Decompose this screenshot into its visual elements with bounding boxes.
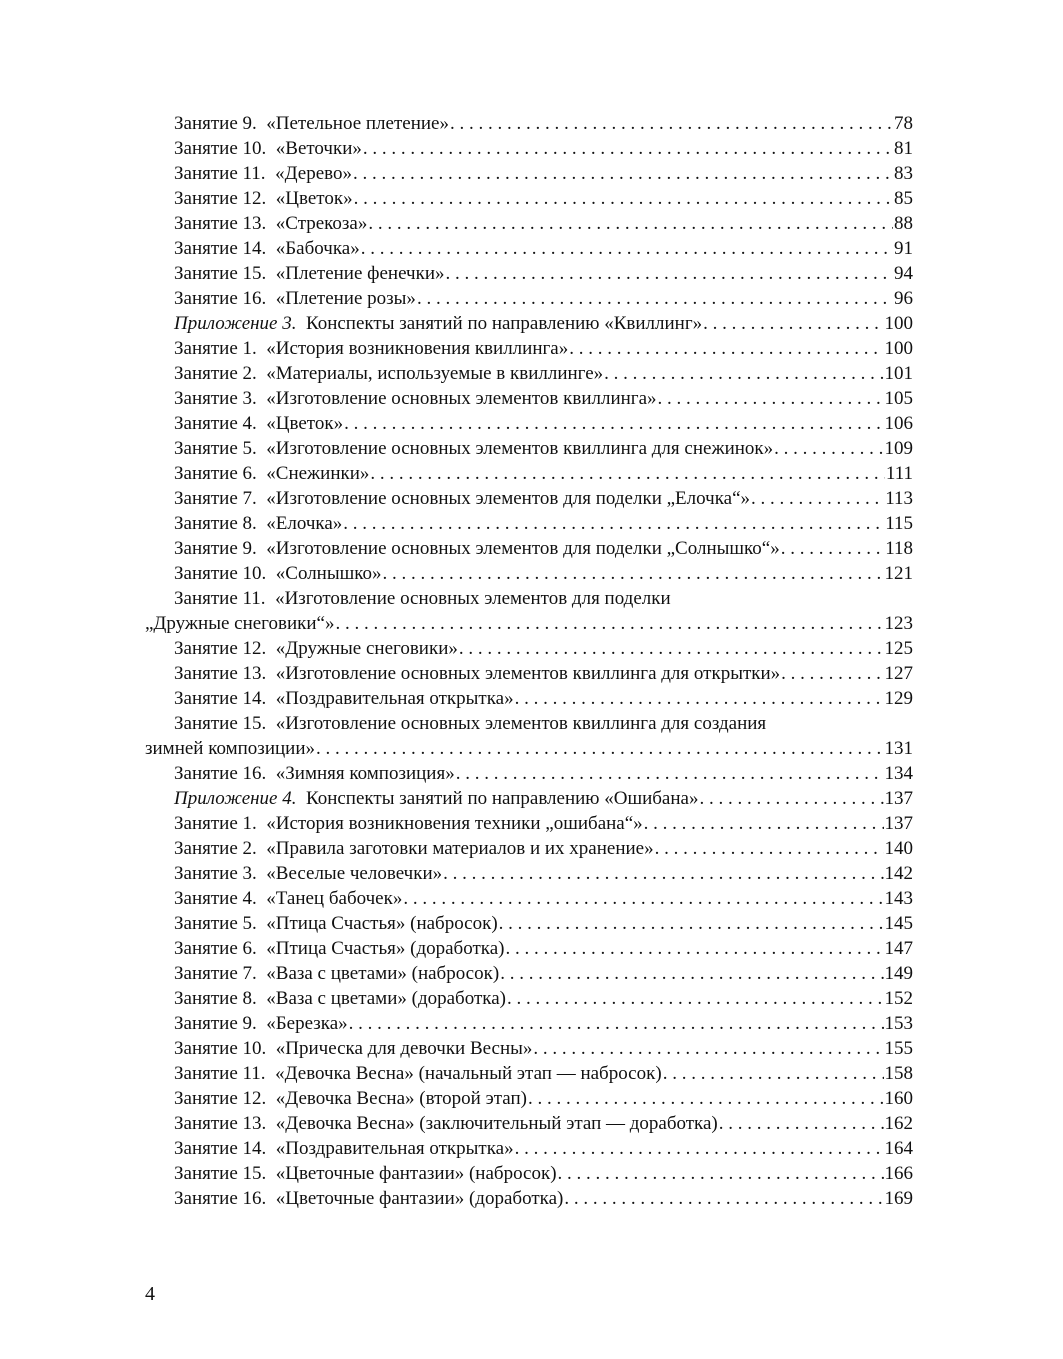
- toc-entry: [145, 588, 913, 638]
- toc-entry: [145, 438, 913, 463]
- toc-entry-title-text: «Ваза с цветами» (набросок): [266, 963, 500, 984]
- dot-leader: [781, 663, 883, 685]
- toc-entry-title: [174, 288, 416, 310]
- toc-entry: [145, 763, 913, 788]
- toc-entry-page: 88: [894, 213, 913, 234]
- toc-entry-page: 162: [884, 1113, 913, 1134]
- toc-entry-number: Занятие 9.: [174, 113, 257, 134]
- toc-entry: [145, 213, 913, 238]
- toc-entry-number: Занятие 13.: [174, 213, 267, 234]
- dot-leader: [505, 938, 883, 960]
- toc-entry-title: [174, 1188, 563, 1210]
- toc-entry-number: Занятие 13.: [174, 1113, 267, 1134]
- toc-entry-number: Занятие 4.: [174, 413, 257, 434]
- toc-entry-page: 160: [884, 1088, 913, 1109]
- toc-entry-number: Занятие 3.: [174, 388, 257, 409]
- toc-entry-number: Занятие 12.: [174, 188, 267, 209]
- toc-entry-page: 164: [884, 1138, 913, 1159]
- toc-entry: [145, 538, 913, 563]
- toc-entry-page: 101: [884, 363, 913, 384]
- toc-entry-page: 106: [884, 413, 913, 434]
- toc-entry-title: [174, 388, 657, 410]
- dot-leader: [335, 613, 883, 635]
- toc-entry: [145, 263, 913, 288]
- dot-leader: [515, 688, 884, 710]
- toc-entry-page: 81: [894, 138, 913, 159]
- toc-entry-number: Занятие 10.: [174, 138, 267, 159]
- toc-entry: [145, 963, 913, 988]
- dot-leader: [450, 113, 893, 135]
- toc-entry-title: [174, 1063, 662, 1085]
- toc-entry-title: [174, 363, 603, 385]
- dot-leader: [663, 1063, 884, 1085]
- toc-entry-title: [174, 1088, 527, 1110]
- toc-entry-title: [174, 913, 498, 935]
- toc-entry-page: 127: [884, 663, 913, 684]
- toc-entry-number: Занятие 3.: [174, 863, 257, 884]
- toc-entry-number: Занятие 5.: [174, 913, 257, 934]
- dot-leader: [443, 863, 883, 885]
- dot-leader: [403, 888, 883, 910]
- toc-entry-title-text: «Изготовление основных элементов для поделки: [275, 588, 671, 609]
- dot-leader: [533, 1038, 883, 1060]
- dot-leader: [363, 138, 893, 160]
- toc-entry-title-text: «Материалы, используемые в квиллинге»: [266, 363, 604, 384]
- dot-leader: [564, 1188, 883, 1210]
- page-number: 4: [145, 1283, 155, 1305]
- toc-entry-title: [174, 863, 442, 885]
- toc-entry-page: 113: [885, 488, 913, 509]
- toc-entry-title-text: «Изготовление основных элементов квиллинга для создания: [275, 713, 767, 734]
- toc-entry-title: [174, 663, 780, 685]
- toc-appendix-label: Приложение 3.: [174, 313, 297, 334]
- toc-entry-page: 137: [884, 788, 913, 809]
- toc-entry: [145, 638, 913, 663]
- dot-leader: [569, 338, 883, 360]
- toc-entry: [145, 838, 913, 863]
- toc-entry-number: Занятие 1.: [174, 813, 257, 834]
- toc-entry-page: 94: [894, 263, 913, 284]
- dot-leader: [703, 313, 883, 335]
- toc-entry: [145, 713, 913, 763]
- dot-leader: [368, 213, 893, 235]
- toc-entry-page: 142: [884, 863, 913, 884]
- toc-entry: [145, 563, 913, 588]
- toc-entry: [145, 988, 913, 1013]
- toc-entry-title-text: «Веточки»: [275, 138, 362, 159]
- toc-entry-title: [174, 338, 568, 360]
- toc-entry-title-text: «Птица Счастья» (набросок): [266, 913, 498, 934]
- toc-entry-title: [174, 413, 343, 435]
- toc-entry: [145, 488, 913, 513]
- toc-entry: [145, 513, 913, 538]
- toc-entry-title-text: «Девочка Весна» (начальный этап — набросок): [275, 1063, 662, 1084]
- toc-entry-title-text: «Веселые человечки»: [266, 863, 443, 884]
- toc-entry-title-text: «Дерево»: [275, 163, 352, 184]
- dot-leader: [558, 1163, 884, 1185]
- toc-entry-title-text: «Прическа для девочки Весны»: [275, 1038, 533, 1059]
- toc-entry-number: Занятие 11.: [174, 1063, 266, 1084]
- toc-entry-number: Занятие 7.: [174, 963, 257, 984]
- toc-entry-title-text: Конспекты занятий по направлению «Ошибана»: [305, 788, 699, 809]
- toc-entry-title: [174, 888, 402, 910]
- toc-entry: [145, 288, 913, 313]
- toc-entry-title: [174, 1163, 557, 1185]
- toc-entry-title: [174, 813, 643, 835]
- toc-entry-number: Занятие 16.: [174, 763, 267, 784]
- toc-entry-page: 105: [884, 388, 913, 409]
- toc-entry-title: [174, 563, 382, 585]
- toc-entry-page: 152: [884, 988, 913, 1009]
- toc-entry-title-text: «Ваза с цветами» (доработка): [266, 988, 506, 1009]
- toc-entry-number: Занятие 2.: [174, 838, 257, 859]
- toc-entry-title: [174, 438, 773, 460]
- toc-entry-title: [174, 688, 514, 710]
- toc-entry-title-text: «Изготовление основных элементов для поделки „Елочка“»: [266, 488, 751, 509]
- toc-entry-page: 149: [884, 963, 913, 984]
- toc-entry-title: [174, 1113, 718, 1135]
- dot-leader: [383, 563, 884, 585]
- toc-entry-page: 169: [884, 1188, 913, 1209]
- toc-entry-number: Занятие 15.: [174, 713, 267, 734]
- toc-entry-title: [174, 488, 750, 510]
- toc-entry-title-text: «Изготовление основных элементов квиллинга»: [266, 388, 657, 409]
- toc-entry-title-text: «Цветок»: [266, 413, 344, 434]
- toc-entry-page: 140: [884, 838, 913, 859]
- toc-entry: [145, 1163, 913, 1188]
- toc-entry: [145, 913, 913, 938]
- toc-entry-page: 131: [884, 738, 913, 759]
- toc-entry-title-text: «Петельное плетение»: [266, 113, 449, 134]
- toc-entry-title-text: «Цветок»: [275, 188, 353, 209]
- toc-entry-page: 111: [885, 463, 913, 484]
- dot-leader: [751, 488, 884, 510]
- toc-entry-page: 96: [894, 288, 913, 309]
- toc-entry-title-text: «История возникновения техники „ошибана“»: [266, 813, 643, 834]
- toc-entry-title-text: «Зимняя композиция»: [275, 763, 455, 784]
- toc-entry-title: [174, 1138, 514, 1160]
- toc-entry: [145, 138, 913, 163]
- toc-entry-title: [174, 938, 504, 960]
- toc-entry: [145, 863, 913, 888]
- toc-entry-title-text: «Танец бабочек»: [266, 888, 403, 909]
- toc-entry-number: Занятие 14.: [174, 1138, 267, 1159]
- dot-leader: [459, 638, 884, 660]
- toc-entry-number: Занятие 2.: [174, 363, 257, 384]
- toc-entry: [145, 1138, 913, 1163]
- toc-entry-title-text: «История возникновения квиллинга»: [266, 338, 569, 359]
- toc-entry-title-text: «Елочка»: [266, 513, 343, 534]
- toc-entry: [145, 938, 913, 963]
- toc-entry-title: [174, 963, 499, 985]
- dot-leader: [500, 963, 883, 985]
- toc-entry: [145, 1088, 913, 1113]
- toc-entry-title: [174, 763, 455, 785]
- toc-entry-page: 109: [884, 438, 913, 459]
- dot-leader: [361, 238, 893, 260]
- toc-entry-title: [174, 1038, 532, 1060]
- toc-entry-number: Занятие 8.: [174, 988, 257, 1009]
- toc-entry-number: Занятие 9.: [174, 1013, 257, 1034]
- toc-entry-number: Занятие 11.: [174, 588, 266, 609]
- toc-entry: [145, 1113, 913, 1138]
- toc-entry-page: 153: [884, 1013, 913, 1034]
- dot-leader: [370, 463, 885, 485]
- toc-entry-page: 166: [884, 1163, 913, 1184]
- toc-entry-page: 85: [894, 188, 913, 209]
- toc-entry-number: Занятие 10.: [174, 563, 267, 584]
- toc-entry-number: Занятие 15.: [174, 1163, 267, 1184]
- toc-entry-page: 118: [885, 538, 913, 559]
- toc-entry-title: [174, 513, 342, 535]
- toc-entry-title-text: «Девочка Весна» (второй этап): [275, 1088, 527, 1109]
- dot-leader: [349, 1013, 884, 1035]
- toc-entry-number: Занятие 16.: [174, 1188, 267, 1209]
- toc-entry-title-text: «Плетение розы»: [275, 288, 416, 309]
- toc-entry: [145, 338, 913, 363]
- toc-entry: [145, 363, 913, 388]
- toc-entry-title-text: «Изготовление основных элементов квиллинга для снежинок»: [266, 438, 774, 459]
- dot-leader: [456, 763, 884, 785]
- toc-entry-number: Занятие 1.: [174, 338, 257, 359]
- toc-entry-title: [174, 638, 458, 660]
- toc-entry-page: 83: [894, 163, 913, 184]
- toc-entry-title-text: «Правила заготовки материалов и их хранение»: [266, 838, 654, 859]
- dot-leader: [774, 438, 883, 460]
- toc-entry-title-text: «Плетение фенечки»: [275, 263, 445, 284]
- toc-entry-title: [174, 588, 671, 610]
- toc-entry-title: [174, 238, 360, 260]
- dot-leader: [781, 538, 884, 560]
- dot-leader: [644, 813, 884, 835]
- toc-entry: [145, 663, 913, 688]
- toc-entry-title: [174, 463, 369, 485]
- toc-entry: [145, 463, 913, 488]
- toc-entry-number: Занятие 14.: [174, 688, 267, 709]
- toc-entry-page: 145: [884, 913, 913, 934]
- toc-entry: [145, 413, 913, 438]
- toc-entry-title: [174, 988, 506, 1010]
- toc-entry-page: 147: [884, 938, 913, 959]
- dot-leader: [658, 388, 884, 410]
- toc-entry-number: Занятие 12.: [174, 1088, 267, 1109]
- table-of-contents: [145, 113, 913, 1213]
- toc-entry-title: [174, 113, 449, 135]
- toc-entry-number: Занятие 8.: [174, 513, 257, 534]
- toc-entry: [145, 888, 913, 913]
- toc-entry-title: [174, 538, 780, 560]
- toc-entry-number: Занятие 11.: [174, 163, 266, 184]
- toc-entry-title: [174, 263, 444, 285]
- dot-leader: [316, 738, 884, 760]
- toc-entry-title: [174, 713, 766, 735]
- toc-entry: [145, 388, 913, 413]
- toc-entry: [145, 813, 913, 838]
- toc-entry-number: Занятие 6.: [174, 463, 257, 484]
- toc-entry: [145, 188, 913, 213]
- toc-entry-title: [174, 138, 362, 160]
- dot-leader: [515, 1138, 884, 1160]
- toc-entry-page: 134: [884, 763, 913, 784]
- toc-entry-title-text: «Девочка Весна» (заключительный этап — доработка): [275, 1113, 718, 1134]
- toc-entry-title: [174, 313, 702, 335]
- dot-leader: [719, 1113, 884, 1135]
- toc-entry: [145, 1038, 913, 1063]
- dot-leader: [499, 913, 884, 935]
- toc-entry-number: Занятие 14.: [174, 238, 267, 259]
- toc-entry-page: 129: [884, 688, 913, 709]
- toc-entry-title: [174, 788, 698, 810]
- toc-entry-number: Занятие 6.: [174, 938, 257, 959]
- toc-entry-continuation: „Дружные снеговики“»: [145, 613, 335, 634]
- toc-entry-title-text: «Бабочка»: [275, 238, 360, 259]
- toc-entry-title: [174, 188, 353, 210]
- toc-entry-title-text: «Цветочные фантазии» (набросок): [275, 1163, 557, 1184]
- dot-leader: [528, 1088, 884, 1110]
- toc-entry: [145, 163, 913, 188]
- toc-entry-number: Занятие 10.: [174, 1038, 267, 1059]
- toc-entry-number: Занятие 12.: [174, 638, 267, 659]
- toc-entry-page: 123: [884, 613, 913, 634]
- toc-entry-number: Занятие 4.: [174, 888, 257, 909]
- toc-entry-title-text: «Дружные снеговики»: [275, 638, 458, 659]
- toc-entry-title-text: «Поздравительная открытка»: [275, 1138, 514, 1159]
- toc-entry-page: 155: [884, 1038, 913, 1059]
- toc-entry-title: [174, 1013, 348, 1035]
- toc-entry-page: 125: [884, 638, 913, 659]
- dot-leader: [354, 188, 893, 210]
- toc-entry-title-text: «Изготовление основных элементов квиллинга для открытки»: [275, 663, 781, 684]
- dot-leader: [353, 163, 893, 185]
- toc-entry: [145, 788, 913, 813]
- toc-entry-title-text: «Солнышко»: [275, 563, 382, 584]
- toc-entry-page: 91: [894, 238, 913, 259]
- dot-leader: [655, 838, 884, 860]
- toc-entry-number: Занятие 13.: [174, 663, 267, 684]
- toc-entry: [145, 113, 913, 138]
- toc-entry-number: Занятие 7.: [174, 488, 257, 509]
- dot-leader: [507, 988, 884, 1010]
- toc-entry: [145, 1013, 913, 1038]
- toc-entry-title-text: «Цветочные фантазии» (доработка): [275, 1188, 564, 1209]
- toc-entry: [145, 688, 913, 713]
- toc-entry: [145, 313, 913, 338]
- dot-leader: [344, 413, 883, 435]
- toc-entry-page: 137: [884, 813, 913, 834]
- toc-entry-title: [174, 213, 367, 235]
- toc-entry-page: 158: [884, 1063, 913, 1084]
- toc-entry-title-text: «Снежинки»: [266, 463, 370, 484]
- toc-entry-title-text: «Березка»: [266, 1013, 348, 1034]
- toc-entry-title-text: «Поздравительная открытка»: [275, 688, 514, 709]
- toc-appendix-label: Приложение 4.: [174, 788, 297, 809]
- toc-entry-title: [174, 838, 654, 860]
- toc-entry-page: 143: [884, 888, 913, 909]
- toc-entry-title-text: «Стрекоза»: [275, 213, 368, 234]
- toc-entry-title: [174, 163, 352, 185]
- toc-entry-number: Занятие 9.: [174, 538, 257, 559]
- toc-entry-title-text: Конспекты занятий по направлению «Квиллинг»: [305, 313, 703, 334]
- toc-entry: [145, 1063, 913, 1088]
- toc-entry-title-text: «Птица Счастья» (доработка): [266, 938, 505, 959]
- toc-entry-page: 115: [885, 513, 913, 534]
- toc-entry-page: 121: [884, 563, 913, 584]
- dot-leader: [445, 263, 893, 285]
- toc-entry-continuation: зимней композиции»: [145, 738, 315, 759]
- toc-entry-title-text: «Изготовление основных элементов для поделки „Солнышко“»: [266, 538, 780, 559]
- toc-entry: [145, 238, 913, 263]
- toc-entry-number: Занятие 5.: [174, 438, 257, 459]
- toc-entry-page: 100: [884, 338, 913, 359]
- toc-entry: [145, 1188, 913, 1213]
- toc-entry-number: Занятие 16.: [174, 288, 267, 309]
- dot-leader: [417, 288, 893, 310]
- dot-leader: [343, 513, 884, 535]
- dot-leader: [604, 363, 883, 385]
- toc-entry-page: 100: [884, 313, 913, 334]
- toc-entry-number: Занятие 15.: [174, 263, 267, 284]
- toc-entry-page: 78: [894, 113, 913, 134]
- dot-leader: [699, 788, 883, 810]
